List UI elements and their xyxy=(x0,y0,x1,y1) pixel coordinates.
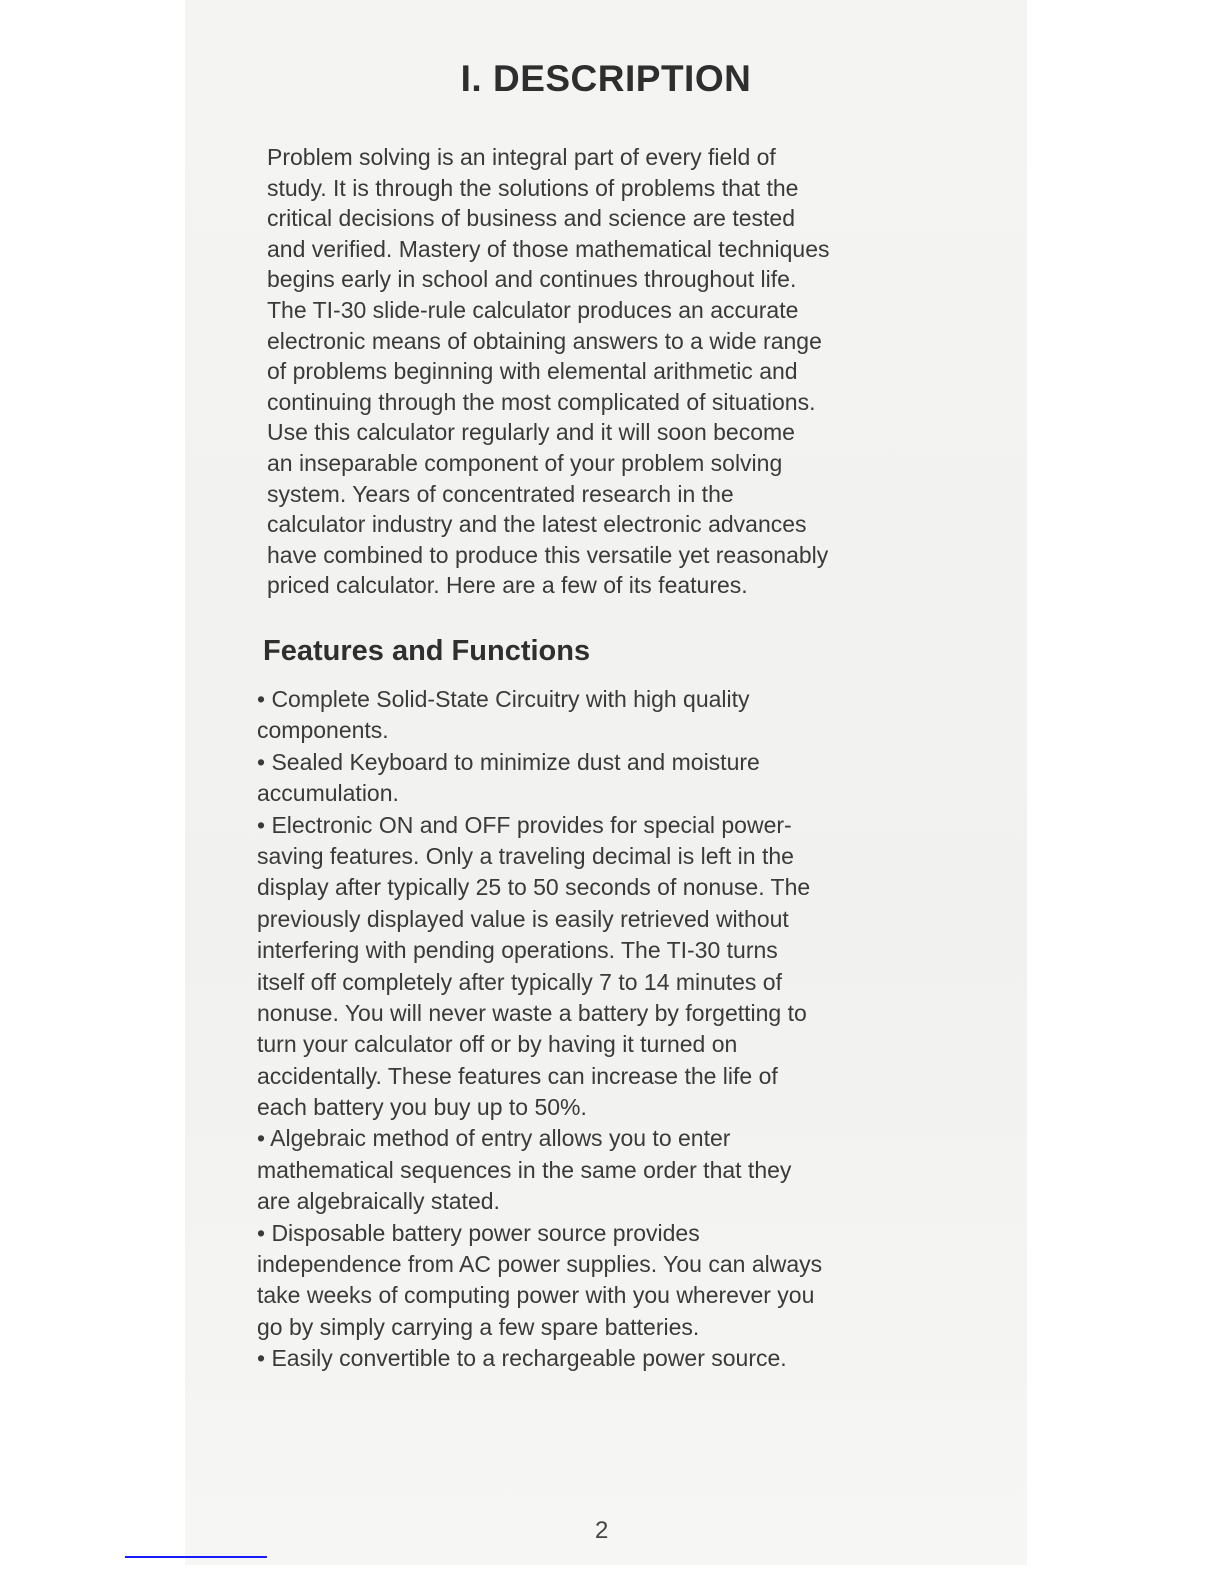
link-underline[interactable] xyxy=(125,1556,267,1558)
text-line: • Disposable battery power source provides xyxy=(257,1219,700,1246)
scanned-page xyxy=(185,0,1027,1565)
section-title: I. DESCRIPTION xyxy=(460,58,752,99)
text-line: mathematical sequences in the same order that they xyxy=(257,1156,792,1183)
text-line: • Electronic ON and OFF provides for special power- xyxy=(257,811,792,838)
text-line: of problems beginning with elemental arithmetic and xyxy=(267,358,798,385)
text-line: an inseparable component of your problem solving xyxy=(267,449,783,476)
text-line: and verified. Mastery of those mathematical techniques xyxy=(267,235,830,262)
text-line: nonuse. You will never waste a battery by forgetting to xyxy=(257,999,807,1026)
text-line: go by simply carrying a few spare batteries. xyxy=(257,1313,700,1340)
text-line: priced calculator. Here are a few of its features. xyxy=(267,572,748,599)
text-line: calculator industry and the latest electronic advances xyxy=(267,511,807,538)
text-line: • Complete Solid-State Circuitry with high quality xyxy=(257,686,750,712)
text-line: components. xyxy=(257,717,389,744)
text-line: • Sealed Keyboard to minimize dust and moisture xyxy=(257,748,760,775)
features-list xyxy=(257,684,822,1375)
text-line: study. It is through the solutions of problems that the xyxy=(267,174,799,201)
text-line: begins early in school and continues throughout life. xyxy=(267,266,797,293)
text-line: have combined to produce this versatile yet reasonably xyxy=(267,541,829,568)
text-line: itself off completely after typically 7 to 14 minutes of xyxy=(257,968,782,995)
text-line: The TI-30 slide-rule calculator produces an accurate xyxy=(267,296,799,323)
text-line: saving features. Only a traveling decimal is left in the xyxy=(257,842,794,869)
text-line: critical decisions of business and science are tested xyxy=(267,205,796,232)
text-line: continuing through the most complicated of situations. xyxy=(267,388,816,415)
text-line: display after typically 25 to 50 seconds of nonuse. The xyxy=(257,874,811,901)
text-line: each battery you buy up to 50%. xyxy=(257,1094,587,1121)
text-line: accidentally. These features can increase the life of xyxy=(257,1062,778,1089)
text-line: turn your calculator off or by having it turned on xyxy=(257,1031,738,1058)
text-line: electronic means of obtaining answers to a wide range xyxy=(267,327,822,354)
intro-paragraph xyxy=(267,142,830,601)
text-line: • Algebraic method of entry allows you to enter xyxy=(257,1125,731,1152)
text-line: accumulation. xyxy=(257,780,399,807)
text-line: Problem solving is an integral part of every field of xyxy=(267,144,776,170)
text-line: take weeks of computing power with you wherever you xyxy=(257,1282,815,1309)
page-number: 2 xyxy=(595,1517,609,1544)
text-line: system. Years of concentrated research in the xyxy=(267,480,734,507)
text-line: are algebraically stated. xyxy=(257,1188,500,1215)
text-line: previously displayed value is easily retrieved without xyxy=(257,905,789,932)
text-line: interfering with pending operations. The TI-30 turns xyxy=(257,937,778,964)
text-line: Use this calculator regularly and it will soon become xyxy=(267,419,795,446)
text-line: independence from AC power supplies. You can always xyxy=(257,1251,823,1278)
text-line: • Easily convertible to a rechargeable power source. xyxy=(257,1345,787,1372)
features-heading: Features and Functions xyxy=(263,635,591,667)
